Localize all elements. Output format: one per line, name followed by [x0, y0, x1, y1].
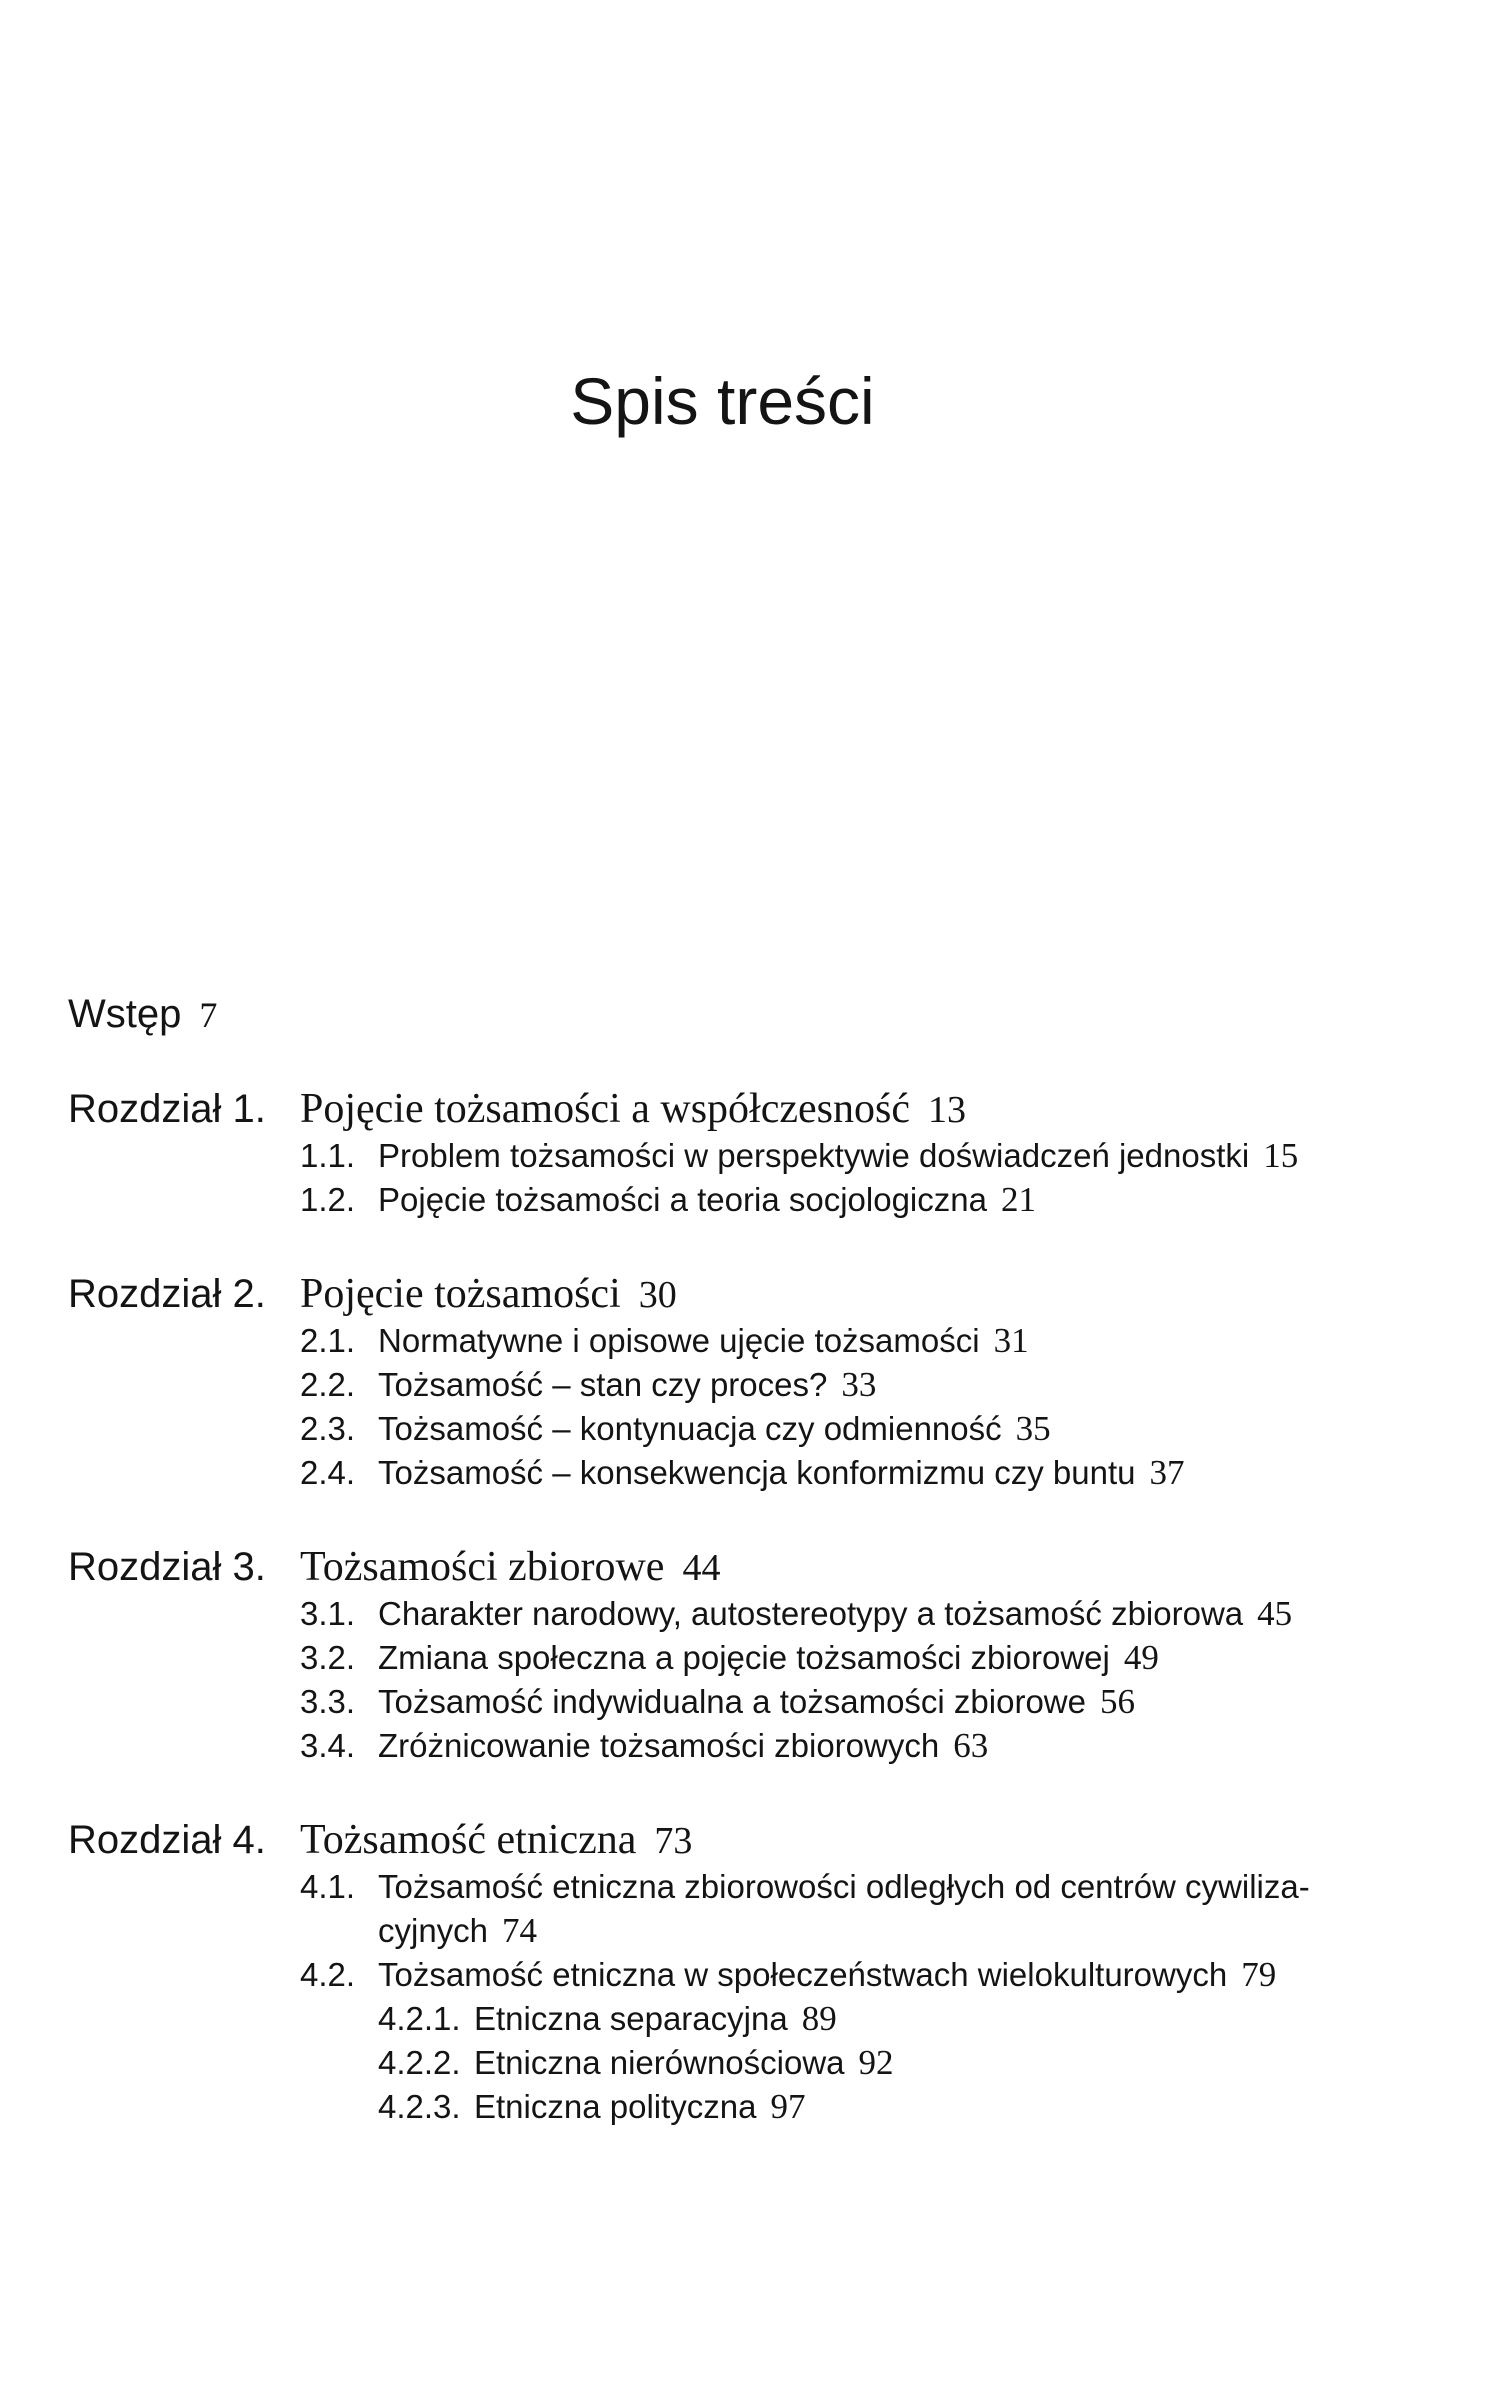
toc-entry-intro [68, 990, 1388, 1039]
chapter-label: Rozdział 3. [68, 1545, 266, 1589]
section-page: 56 [1100, 1682, 1135, 1721]
toc-subsection [378, 2085, 1388, 2129]
section-title: Pojęcie tożsamości a teoria socjologiczna [378, 1181, 987, 1218]
section-title: Charakter narodowy, autostereotypy a tożsamość zbiorowa [378, 1595, 1244, 1632]
section-number: 1.1. [300, 1137, 356, 1174]
toc-subsection [378, 2041, 1388, 2085]
section-title: Tożsamość etniczna w społeczeństwach wielokulturowych [378, 1956, 1228, 1993]
section-page: 31 [993, 1321, 1029, 1360]
section-page: 33 [841, 1365, 877, 1404]
section-number: 3.4. [300, 1727, 356, 1764]
chapter-1 [68, 1085, 1388, 1222]
toc-section [300, 1592, 1388, 1636]
section-number: 2.1. [300, 1322, 356, 1359]
section-title: Zróżnicowanie tożsamości zbiorowych [378, 1727, 940, 1764]
section-title: Tożsamość indywidualna a tożsamości zbiorowe [378, 1683, 1086, 1720]
chapter-label: Rozdział 1. [68, 1087, 266, 1131]
section-number: 4.2. [300, 1956, 356, 1993]
toc-section [300, 1724, 1388, 1768]
section-number: 3.2. [300, 1639, 356, 1676]
section-page: 63 [953, 1726, 989, 1765]
toc-section [300, 1451, 1388, 1495]
toc-section [300, 1363, 1388, 1407]
table-of-contents [68, 990, 1388, 2177]
toc-section [300, 1680, 1388, 1724]
chapter-label: Rozdział 4. [68, 1818, 266, 1862]
section-number: 1.2. [300, 1181, 356, 1218]
section-title: Normatywne i opisowe ujęcie tożsamości [378, 1322, 980, 1359]
section-title: Problem tożsamości w perspektywie doświadczeń jednostki [378, 1137, 1250, 1174]
chapter-title-text: Pojęcie tożsamości a współczesność [300, 1086, 910, 1132]
intro-page: 7 [199, 995, 218, 1035]
section-page: 37 [1149, 1453, 1185, 1492]
intro-label: Wstęp [68, 992, 182, 1036]
chapter-title [300, 1270, 1388, 1319]
section-title: Tożsamość etniczna zbiorowości odległych od centrów cywiliza-cyjnych [378, 1868, 1310, 1949]
section-page: 79 [1241, 1955, 1277, 1994]
section-title: Tożsamość – kontynuacja czy odmienność [378, 1410, 1002, 1447]
chapter-label: Rozdział 2. [68, 1272, 266, 1316]
section-number: 2.4. [300, 1454, 356, 1491]
subsection-page: 89 [801, 1999, 837, 2038]
toc-section [300, 1178, 1388, 1222]
chapter-page: 13 [927, 1089, 966, 1131]
section-page: 35 [1015, 1409, 1051, 1448]
section-page: 74 [502, 1911, 538, 1950]
chapter-title-text: Tożsamości zbiorowe [300, 1544, 665, 1590]
subsection-page: 92 [858, 2043, 894, 2082]
section-page: 21 [1000, 1180, 1036, 1219]
section-number: 3.1. [300, 1595, 356, 1632]
section-title: Tożsamość – konsekwencja konformizmu czy buntu [378, 1454, 1136, 1491]
section-page: 15 [1263, 1136, 1299, 1175]
toc-section [300, 1319, 1388, 1363]
chapter-2 [68, 1270, 1388, 1495]
subsection-title: Etniczna nierównościowa [474, 2044, 845, 2081]
subsection-page: 97 [770, 2087, 806, 2126]
chapter-page: 44 [682, 1547, 721, 1589]
chapter-title-text: Pojęcie tożsamości [300, 1271, 621, 1317]
toc-subsection [378, 1997, 1388, 2041]
section-number: 3.3. [300, 1683, 356, 1720]
section-title: Tożsamość – stan czy proces? [378, 1366, 828, 1403]
section-number: 4.1. [300, 1868, 356, 1905]
toc-section [300, 1953, 1388, 1997]
chapter-title-text: Tożsamość etniczna [300, 1817, 637, 1863]
chapter-title [300, 1816, 1388, 1865]
toc-section [300, 1865, 1388, 1953]
chapter-3 [68, 1543, 1388, 1768]
subsection-number: 4.2.3. [378, 2088, 461, 2125]
section-title: Zmiana społeczna a pojęcie tożsamości zbiorowej [378, 1639, 1110, 1676]
toc-section [300, 1134, 1388, 1178]
chapter-title [300, 1543, 1388, 1592]
chapter-title [300, 1085, 1388, 1134]
toc-section [300, 1407, 1388, 1451]
section-number: 2.2. [300, 1366, 356, 1403]
section-number: 2.3. [300, 1410, 356, 1447]
subsection-number: 4.2.1. [378, 2000, 461, 2037]
section-page: 49 [1123, 1638, 1159, 1677]
subsection-title: Etniczna separacyjna [474, 2000, 788, 2037]
chapter-page: 73 [654, 1820, 693, 1862]
subsection-title: Etniczna polityczna [474, 2088, 757, 2125]
subsection-number: 4.2.2. [378, 2044, 461, 2081]
page-title: Spis treści [570, 364, 875, 438]
section-page: 45 [1257, 1594, 1293, 1633]
chapter-page: 30 [638, 1274, 677, 1316]
chapter-4 [68, 1816, 1388, 2129]
toc-section [300, 1636, 1388, 1680]
